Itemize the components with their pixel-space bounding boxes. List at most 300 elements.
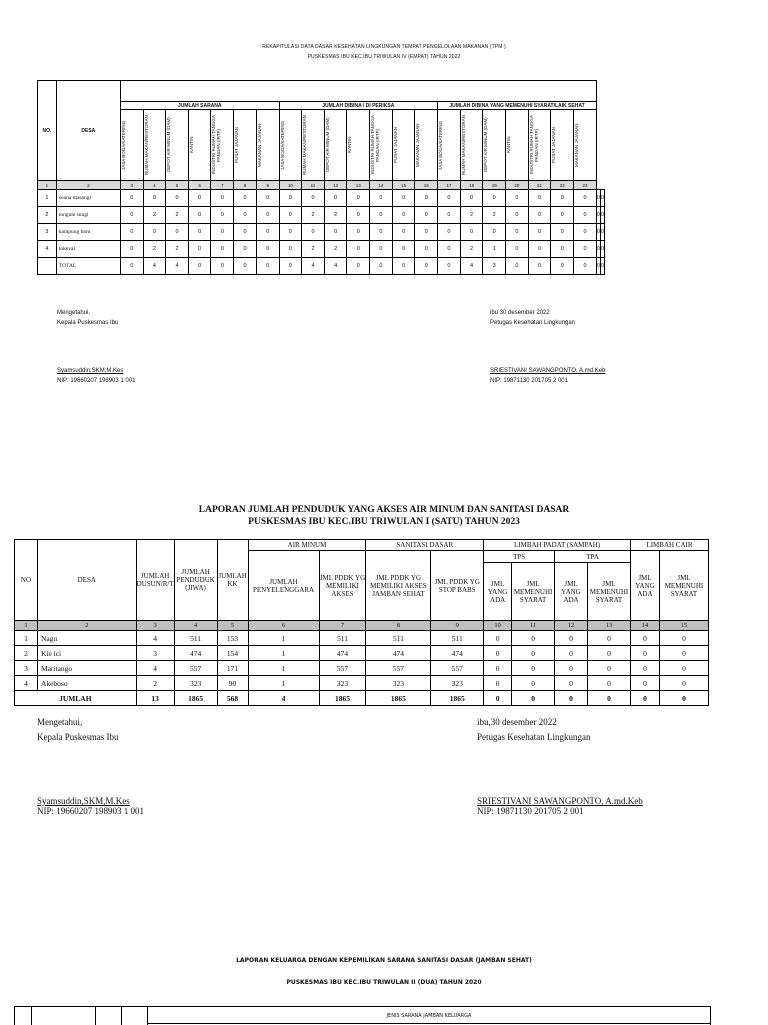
cell-value: 0	[370, 241, 393, 258]
subcol-label: JASA BOGA/KATERING	[120, 120, 126, 170]
cell-value: 154	[217, 646, 248, 661]
cell-value: 474	[366, 646, 431, 661]
subcol-label: RUMAH MAKAN/RESTORAN	[302, 115, 308, 175]
subcol-label: INDUSTRI RUMAH TANGGA PANGAN (IRTP)	[370, 115, 381, 175]
cell-value: 0	[279, 190, 302, 207]
report1-sign-left	[57, 308, 135, 386]
cell-value: 0	[438, 190, 461, 207]
cell-value: 0	[188, 207, 211, 224]
cell-value: 0	[551, 258, 574, 275]
cell-value: 0	[588, 661, 631, 676]
column-number: 8	[366, 621, 431, 631]
cell-value: 557	[319, 661, 366, 676]
cell-value: 4	[136, 631, 174, 646]
subcol-label: RUMAH MAKAN/RESTORAN	[460, 115, 466, 175]
column-number: 9	[431, 621, 484, 631]
total-value: 1865	[431, 691, 484, 706]
cell-value: 0	[512, 646, 555, 661]
jamban-table-header	[14, 1006, 711, 1025]
col-tpa-memenuhi: JML MEMENUHI SYARAT	[588, 563, 631, 621]
cell-value: 0	[370, 207, 393, 224]
cell-value: 323	[174, 676, 217, 691]
cell-value: 0	[120, 224, 143, 241]
cell-value: 0	[188, 241, 211, 258]
officer-title: Petugas Kesehatan Lingkungan	[477, 732, 591, 742]
cell-value: 0	[555, 661, 588, 676]
cell-value: 0	[596, 190, 600, 207]
row-desa: TOTAL	[56, 258, 120, 275]
subcol-label: MAKANAN JAJANAN	[574, 123, 580, 167]
table-row	[15, 631, 709, 646]
row-no: 1	[38, 190, 57, 207]
cell-value: 0	[596, 207, 600, 224]
total-label: JUMLAH	[15, 691, 137, 706]
column-number: 2	[37, 621, 136, 631]
subcol-header	[188, 110, 211, 181]
subcol-header	[347, 110, 370, 181]
row-desa: kampung baru	[56, 224, 120, 241]
cell-value: 0	[166, 190, 189, 207]
cell-value: 0	[551, 224, 574, 241]
total-row	[15, 691, 709, 706]
cell-value: 0	[659, 646, 708, 661]
col-no: NO.	[38, 81, 57, 181]
column-number: 16	[415, 181, 438, 190]
cell-value: 0	[528, 207, 551, 224]
subcol-header	[438, 110, 461, 181]
row-no: 2	[38, 207, 57, 224]
column-number: 5	[166, 181, 189, 190]
cell-value: 511	[174, 631, 217, 646]
column-number: 15	[392, 181, 415, 190]
cell-value: 2	[460, 207, 483, 224]
subcol-label: MAKANAN JAJANAN	[415, 123, 421, 167]
column-number: 17	[438, 181, 461, 190]
cell-value: 0	[596, 258, 600, 275]
subcol-header	[279, 110, 302, 181]
cell-value: 3	[483, 258, 506, 275]
row-desa: Kie ici	[37, 646, 136, 661]
col-tps-memenuhi: JML MEMENUHI SYARAT	[512, 563, 555, 621]
cell-value: 1	[248, 661, 319, 676]
cell-value: 0	[234, 258, 257, 275]
total-value: 1865	[319, 691, 366, 706]
cell-value: 0	[256, 258, 279, 275]
col-penyelenggara: JUMLAH PENYELENGGARA	[248, 551, 319, 621]
cell-value: 0	[600, 241, 604, 258]
cell-value: 0	[574, 190, 597, 207]
cell-value: 4	[324, 258, 347, 275]
total-value: 568	[217, 691, 248, 706]
cell-value: 557	[174, 661, 217, 676]
subcol-header	[143, 110, 166, 181]
subcol-header	[483, 110, 506, 181]
subcol-header	[392, 110, 415, 181]
subcol-header	[460, 110, 483, 181]
head-name: Syamsuddin,SKM,M.Kes	[37, 796, 130, 806]
subcol-header	[302, 110, 325, 181]
column-number: 13	[347, 181, 370, 190]
subcol-header	[551, 110, 574, 181]
cell-value: 0	[574, 241, 597, 258]
cell-value: 0	[392, 190, 415, 207]
cell-value: 0	[392, 224, 415, 241]
column-number: 1	[15, 621, 38, 631]
officer-name: SRIESTIVANI SAWANGPONTO, A.md.Keb	[477, 796, 643, 806]
subcol-label: JASA BOGA/KATERING	[279, 120, 285, 170]
cell-value: 0	[211, 241, 234, 258]
cell-value: 0	[415, 190, 438, 207]
subcol-label: INDUSTRI RUMAH TANGGA PANGAN (IRTP)	[528, 115, 539, 175]
cell-value: 0	[392, 207, 415, 224]
subcol-label: MAKANAN JAJANAN	[256, 123, 262, 167]
total-value: 0	[659, 691, 708, 706]
group-air-minum: AIR MINUM	[248, 540, 366, 551]
cell-value: 0	[484, 661, 512, 676]
cell-value: 0	[234, 241, 257, 258]
column-number: 2	[56, 181, 120, 190]
column-number: 21	[528, 181, 551, 190]
cell-value: 0	[460, 190, 483, 207]
report3-title: LAPORAN KELUARGA DENGAN KEPEMILIKAN SARANA SANITASI DASAR (JAMBAN SEHAT)	[236, 957, 532, 964]
column-number: 7	[211, 181, 234, 190]
cell-value: 0	[370, 224, 393, 241]
report3-subtitle: PUSKESMAS IBU KEC.IBU TRIWULAN II (DUA) TAHUN 2020	[286, 979, 482, 986]
report1-title: REKAPITULASI DATA DASAR KESEHATAN LINGKUNGAN TEMPAT PENGELOLAAN MAKANAN (TPM )	[262, 44, 506, 50]
cell-value: 557	[431, 661, 484, 676]
cell-value: 0	[555, 646, 588, 661]
cell-value: 0	[630, 661, 659, 676]
cell-value: 0	[143, 224, 166, 241]
cell-value: 0	[256, 207, 279, 224]
cell-value: 0	[234, 190, 257, 207]
cell-value: 0	[211, 207, 234, 224]
cell-value: 0	[596, 241, 600, 258]
subcol-header	[120, 110, 143, 181]
head-title: Kepala Puskesmas Ibu	[37, 732, 119, 742]
cell-value: 0	[347, 241, 370, 258]
cell-value: 0	[370, 190, 393, 207]
head-nip: NIP: 19660207 198903 1 001	[37, 806, 145, 816]
column-number: 11	[302, 181, 325, 190]
report2-sign-left	[37, 715, 144, 816]
row-desa: tongute sungi	[56, 207, 120, 224]
cell-value: 4	[166, 258, 189, 275]
report2-title: LAPORAN JUMLAH PENDUDUK YANG AKSES AIR MINUM DAN SANITASI DASAR	[198, 505, 570, 515]
cell-value: 0	[484, 631, 512, 646]
cell-value: 2	[302, 207, 325, 224]
cell-value: 0	[574, 207, 597, 224]
cell-value: 0	[166, 224, 189, 241]
subcol-label: PUSAT JAJANAN	[234, 127, 240, 163]
cell-value: 0	[347, 224, 370, 241]
acknowledged-label: Mengetahui,	[57, 310, 91, 316]
cell-value: 0	[211, 190, 234, 207]
col-tpa-ada: JML YANG ADA	[555, 563, 588, 621]
cell-value: 90	[217, 676, 248, 691]
table-row	[38, 190, 605, 207]
cell-value: 0	[484, 646, 512, 661]
cell-value: 0	[211, 224, 234, 241]
group-sanitasi: SANITASI DASAR	[366, 540, 484, 551]
group-dibina: JUMLAH DIBINA / DI PERIKSA	[279, 102, 438, 110]
table-row	[38, 258, 605, 275]
cell-value: 0	[528, 224, 551, 241]
col-desa: DESA	[37, 540, 136, 621]
cell-value: 0	[256, 224, 279, 241]
cell-value: 0	[234, 207, 257, 224]
cell-value: 0	[588, 676, 631, 691]
column-number: 13	[588, 621, 631, 631]
cell-value: 0	[324, 190, 347, 207]
group-memenuhi-syarat: JUMLAH DIBINA YANG MEMENUHI SYARAT/LAIK SEHAT	[438, 102, 597, 110]
officer-nip: NIP: 19871130 201705 2 001	[490, 378, 568, 384]
date-label: ibu 30 desember 2022	[490, 310, 550, 316]
cell-value: 0	[324, 224, 347, 241]
cell-value: 0	[415, 224, 438, 241]
cell-value: 0	[506, 241, 529, 258]
row-no: 1	[15, 631, 38, 646]
table-row	[38, 241, 605, 258]
cell-value: 0	[120, 241, 143, 258]
group-limbah-padat: LIMBAH PADAT (SAMPAH)	[484, 540, 631, 551]
column-number: 1	[38, 181, 57, 190]
column-number: 12	[324, 181, 347, 190]
column-number: 3	[120, 181, 143, 190]
cell-value: 0	[415, 241, 438, 258]
subcol-label: KANTIN	[506, 136, 512, 154]
report2-subtitle: PUSKESMAS IBU KEC.IBU TRIWULAN I (SATU) TAHUN 2023	[248, 517, 520, 527]
subcol-header	[415, 110, 438, 181]
cell-value: 2	[324, 207, 347, 224]
subcol-label: DEPOT AIR MINUM (DAM)	[483, 117, 489, 173]
cell-value: 1	[248, 631, 319, 646]
subcol-header	[234, 110, 257, 181]
cell-value: 0	[596, 224, 600, 241]
cell-value: 0	[120, 258, 143, 275]
subcol-header	[506, 110, 529, 181]
subcol-label: KANTIN	[188, 136, 194, 154]
cell-value: 0	[506, 224, 529, 241]
cell-value: 0	[574, 258, 597, 275]
subcol-label: PUSAT JAJANAN	[392, 127, 398, 163]
col-dusun: JUMLAH DUSUN/R/T	[136, 540, 174, 621]
cell-value: 0	[438, 207, 461, 224]
cell-value: 0	[188, 224, 211, 241]
cell-value: 0	[659, 631, 708, 646]
cell-value: 0	[188, 190, 211, 207]
total-value: 0	[512, 691, 555, 706]
column-number: 23	[574, 181, 597, 190]
tpm-table	[37, 80, 605, 275]
subcol-label: JASA BOGA/KATERING	[438, 120, 444, 170]
cell-value: 557	[366, 661, 431, 676]
cell-value: 0	[279, 224, 302, 241]
cell-value: 0	[506, 207, 529, 224]
cell-value: 511	[366, 631, 431, 646]
total-value: 1865	[366, 691, 431, 706]
jamban-header-label: JENIS SARANA JAMBAN KELUARGA	[386, 1013, 472, 1019]
column-number: 20	[506, 181, 529, 190]
total-value: 0	[555, 691, 588, 706]
column-number: 4	[174, 621, 217, 631]
col-akses: JML PDDK YG MEMILIKI AKSES	[319, 551, 366, 621]
cell-value: 0	[484, 676, 512, 691]
column-number: 5	[217, 621, 248, 631]
cell-value: 2	[483, 207, 506, 224]
column-number: 9	[256, 181, 279, 190]
cell-value: 0	[438, 224, 461, 241]
column-number: 14	[370, 181, 393, 190]
total-value: 13	[136, 691, 174, 706]
row-no: 4	[15, 676, 38, 691]
subcol-header	[211, 110, 234, 181]
cell-value: 4	[136, 661, 174, 676]
cell-value: 0	[347, 258, 370, 275]
cell-value: 2	[143, 241, 166, 258]
cell-value: 0	[659, 661, 708, 676]
column-number: 6	[248, 621, 319, 631]
officer-nip: NIP: 19871130 201705 2 001	[477, 806, 584, 816]
col-desa: DESA	[56, 81, 120, 181]
cell-value: 0	[143, 190, 166, 207]
subcol-label: KANTIN	[347, 136, 353, 154]
cell-value: 0	[120, 190, 143, 207]
cell-value: 0	[370, 258, 393, 275]
cell-value: 511	[431, 631, 484, 646]
row-no: 4	[38, 241, 57, 258]
cell-value: 0	[256, 241, 279, 258]
total-value: 0	[588, 691, 631, 706]
row-desa: tokeval	[56, 241, 120, 258]
cell-value: 0	[483, 224, 506, 241]
cell-value: 1	[483, 241, 506, 258]
cell-value: 0	[415, 207, 438, 224]
cell-value: 1	[248, 676, 319, 691]
cell-value: 323	[366, 676, 431, 691]
col-cair-memenuhi: JML MEMENUHI SYARAT	[659, 551, 708, 621]
group-tpa: TPA	[555, 551, 631, 563]
cell-value: 2	[302, 241, 325, 258]
column-number: 14	[630, 621, 659, 631]
table-row	[15, 676, 709, 691]
group-jumlah-sarana: JUMLAH SARANA	[120, 102, 279, 110]
cell-value: 2	[136, 676, 174, 691]
group-tps: TPS	[484, 551, 555, 563]
cell-value: 0	[659, 676, 708, 691]
cell-value: 0	[415, 258, 438, 275]
subcol-header	[528, 110, 551, 181]
cell-value: 474	[319, 646, 366, 661]
subcol-header	[370, 110, 393, 181]
column-number: 6	[188, 181, 211, 190]
total-value: 0	[630, 691, 659, 706]
cell-value: 0	[512, 676, 555, 691]
row-desa: soana masangi	[56, 190, 120, 207]
report1-subtitle: PUSKESMAS IBU KEC.IBU TRIWULAN IV (EMPAT) TAHUN 2022	[307, 54, 461, 60]
cell-value: 171	[217, 661, 248, 676]
cell-value: 0	[600, 207, 604, 224]
cell-value: 0	[528, 190, 551, 207]
subcol-header	[166, 110, 189, 181]
cell-value: 0	[460, 224, 483, 241]
column-number: 4	[143, 181, 166, 190]
cell-value: 3	[136, 646, 174, 661]
cell-value: 0	[588, 631, 631, 646]
subcol-label: RUMAH MAKAN/RESTORAN	[143, 115, 149, 175]
row-no: 2	[15, 646, 38, 661]
cell-value: 0	[302, 224, 325, 241]
table-row	[38, 224, 605, 241]
row-no	[38, 258, 57, 275]
cell-value: 0	[188, 258, 211, 275]
col-kk: JUMLAH KK	[217, 540, 248, 621]
head-title: Kepala Puskesmas Ibu	[57, 320, 119, 326]
officer-title: Petugas Kesehatan Lingkungan	[490, 320, 576, 326]
cell-value: 0	[555, 631, 588, 646]
cell-value: 1	[248, 646, 319, 661]
cell-value: 0	[588, 646, 631, 661]
cell-value: 0	[438, 241, 461, 258]
column-number: 8	[234, 181, 257, 190]
subcol-label: PUSAT JAJANAN	[551, 127, 557, 163]
table-row	[38, 207, 605, 224]
cell-value: 2	[166, 241, 189, 258]
column-number: 7	[319, 621, 366, 631]
total-value: 0	[484, 691, 512, 706]
row-no: 3	[15, 661, 38, 676]
cell-value: 0	[483, 190, 506, 207]
table-row	[15, 646, 709, 661]
cell-value: 0	[555, 676, 588, 691]
head-name: Syamsuddin,SKM,M.Kes	[57, 368, 124, 374]
cell-value: 0	[600, 258, 604, 275]
cell-value: 0	[392, 241, 415, 258]
col-jamban: JML PDDK YG MEMILIKI AKSES JAMBAN SEHAT	[366, 551, 431, 621]
cell-value: 0	[630, 631, 659, 646]
cell-value: 2	[143, 207, 166, 224]
cell-value: 0	[256, 190, 279, 207]
report2-sign-right	[477, 715, 643, 816]
cell-value: 0	[512, 631, 555, 646]
cell-value: 474	[431, 646, 484, 661]
row-no: 3	[38, 224, 57, 241]
column-number: 18	[460, 181, 483, 190]
cell-value: 0	[302, 190, 325, 207]
cell-value: 0	[551, 241, 574, 258]
cell-value: 0	[211, 258, 234, 275]
acknowledged-label: Mengetahui,	[37, 717, 83, 727]
column-number: 19	[483, 181, 506, 190]
head-nip: NIP: 19660207 198903 1 001	[57, 378, 136, 384]
subcol-label: DEPOT AIR MINUM (DAM)	[324, 117, 330, 173]
cell-value: 0	[234, 224, 257, 241]
col-penduduk: JUMLAH PENDUDUK (JIWA)	[174, 540, 217, 621]
date-label: ibu,30 desember 2022	[477, 717, 557, 727]
cell-value: 0	[120, 207, 143, 224]
cell-value: 0	[630, 676, 659, 691]
cell-value: 2	[460, 241, 483, 258]
table-row	[15, 661, 709, 676]
cell-value: 0	[551, 207, 574, 224]
cell-value: 0	[506, 258, 529, 275]
col-babs: JML PDDK YG STOP BABS	[431, 551, 484, 621]
column-number: 10	[279, 181, 302, 190]
cell-value: 474	[174, 646, 217, 661]
cell-value: 4	[143, 258, 166, 275]
group-limbah-cair: LIMBAH CAIR	[630, 540, 708, 551]
cell-value: 0	[512, 661, 555, 676]
